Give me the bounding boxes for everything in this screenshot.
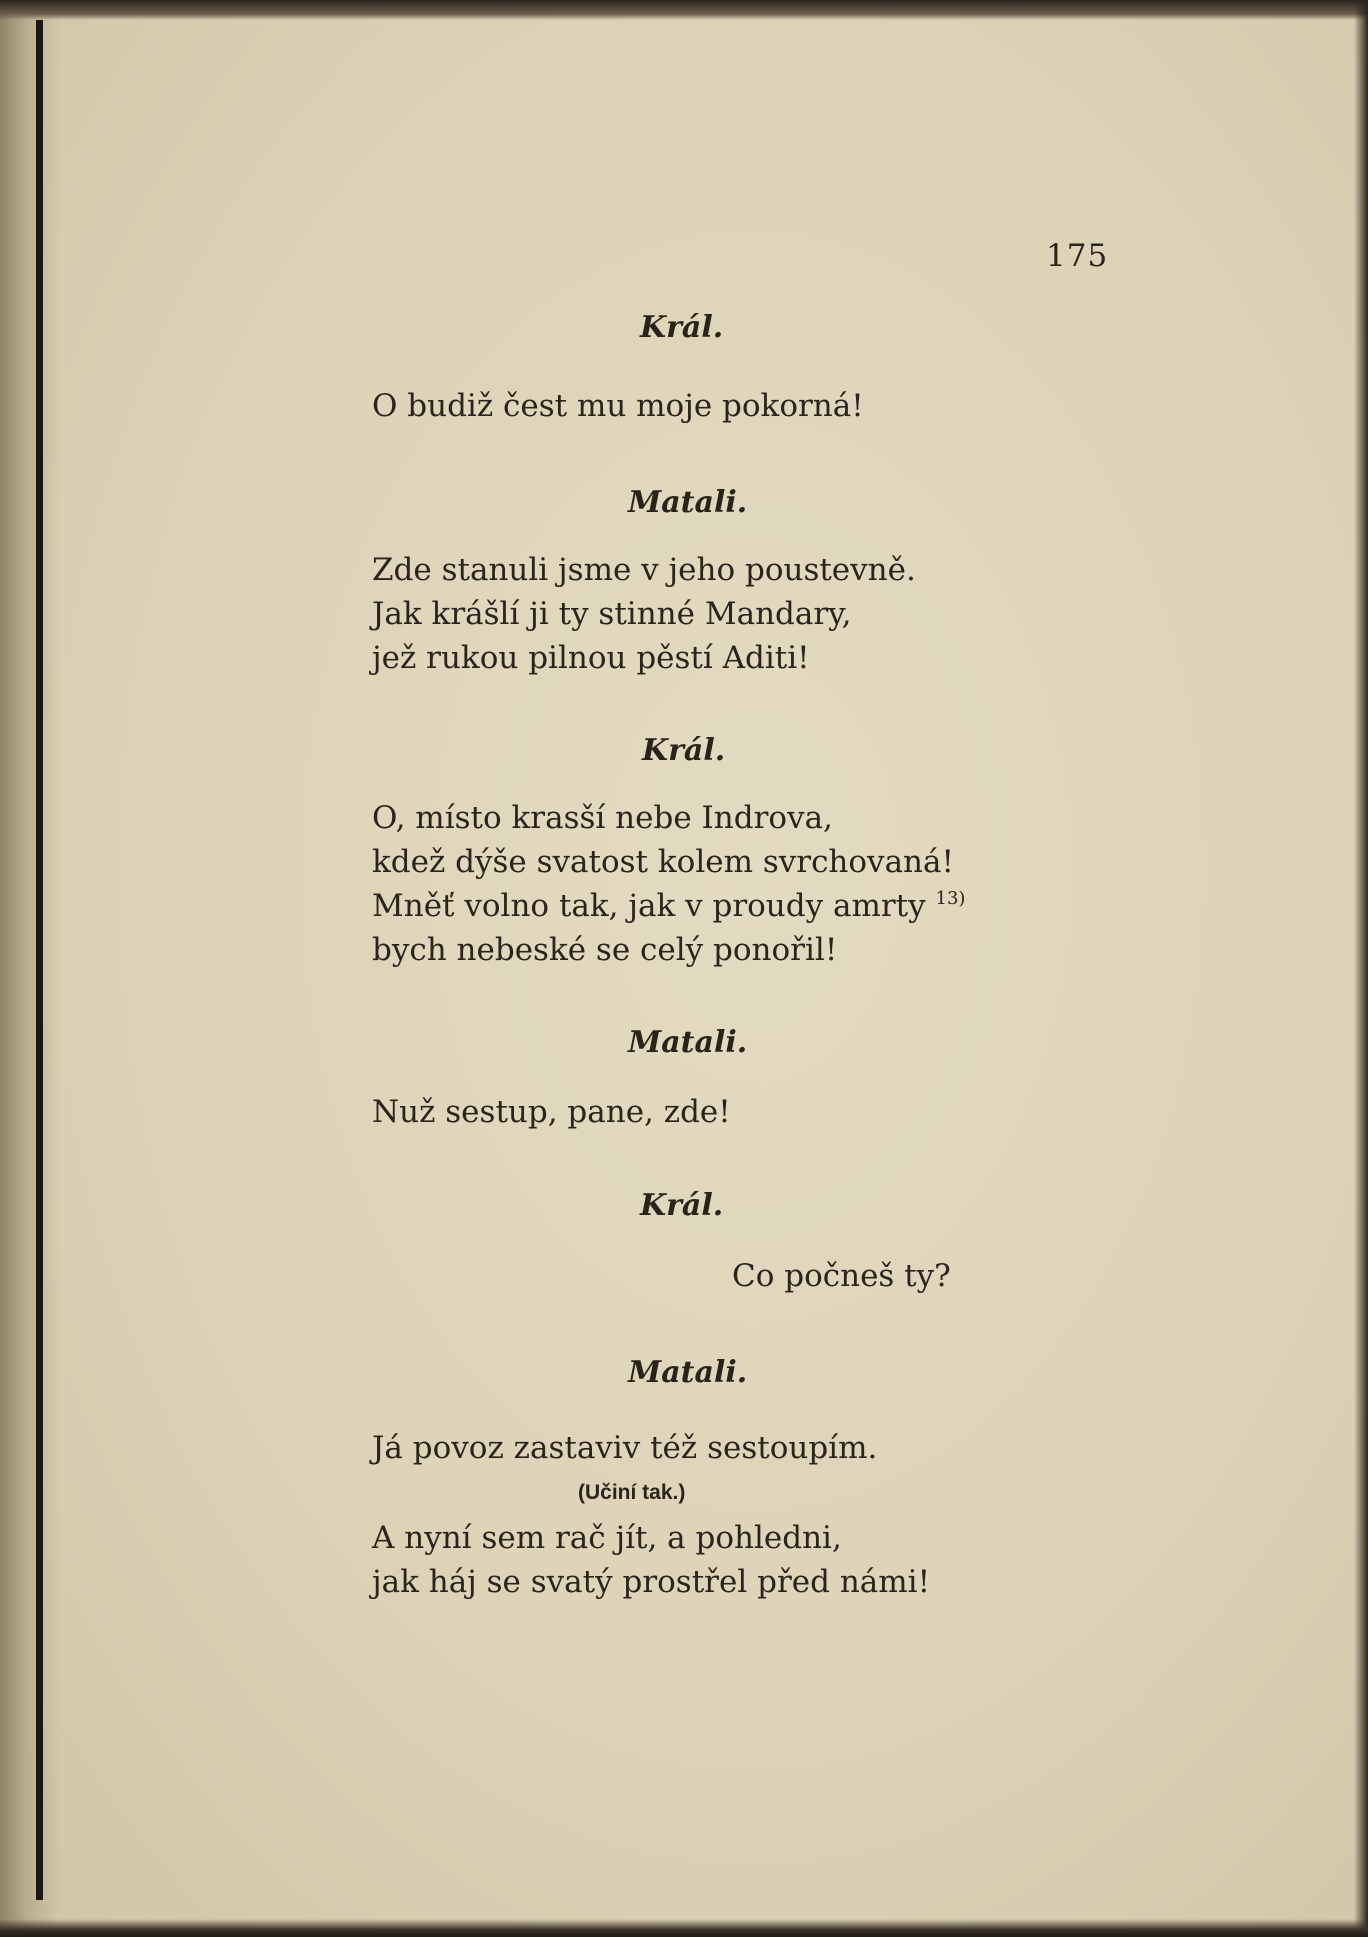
top-page-edge	[0, 0, 1368, 20]
verse-line: O, místo krasší nebe Indrova,	[372, 800, 833, 836]
speaker-heading: Král.	[642, 733, 726, 768]
verse-line: jak háj se svatý prostřel před námi!	[372, 1564, 931, 1600]
verse-line: bych nebeské se celý ponořil!	[372, 932, 838, 968]
verse-line: Co počneš ty?	[732, 1258, 951, 1294]
verse-line: Nuž sestup, pane, zde!	[372, 1094, 731, 1130]
verse-line: jež rukou pilnou pěstí Aditi!	[372, 640, 810, 676]
speaker-heading: Matali.	[628, 485, 748, 520]
gutter-shadow	[0, 0, 60, 1937]
verse-line: Jak krášlí ji ty stinné Mandary,	[372, 596, 852, 632]
bottom-page-edge	[0, 1919, 1368, 1937]
footnote-marker: 13)	[935, 888, 966, 909]
verse-line	[372, 888, 965, 924]
verse-line: A nyní sem rač jít, a pohledni,	[372, 1520, 842, 1556]
speaker-heading: Král.	[640, 1188, 724, 1223]
spine-edge	[36, 20, 43, 1900]
page-number: 175	[1046, 238, 1109, 274]
verse-line: Zde stanuli jsme v jeho poustevně.	[372, 552, 916, 588]
verse-line: Já povoz zastaviv též sestoupím.	[372, 1430, 878, 1466]
speaker-heading: Matali.	[628, 1025, 748, 1060]
verse-line-text: Mněť volno tak, jak v proudy amrty	[372, 888, 926, 924]
verse-line: O budiž čest mu moje pokorná!	[372, 388, 864, 424]
stage-direction: (Učiní tak.)	[578, 1481, 686, 1504]
verse-line: kdež dýše svatost kolem svrchovaná!	[372, 844, 954, 880]
speaker-heading: Král.	[640, 310, 724, 345]
right-page-edge	[1354, 0, 1368, 1937]
speaker-heading: Matali.	[628, 1355, 748, 1390]
